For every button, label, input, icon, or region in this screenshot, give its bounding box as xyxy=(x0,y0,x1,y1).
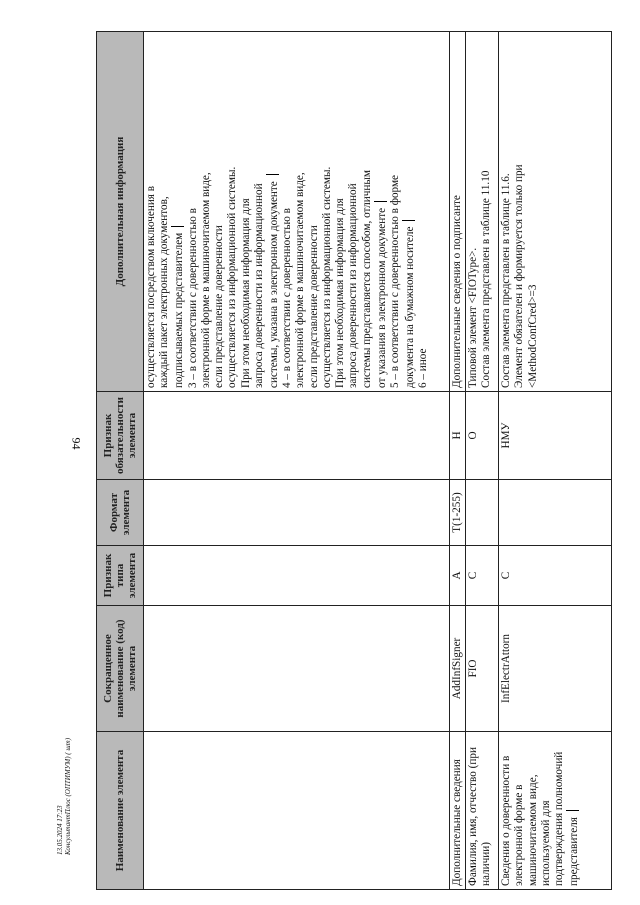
header-info: Дополнительная информация xyxy=(97,32,144,392)
table-header-row xyxy=(97,32,144,890)
info-line: электронной форме в машиночитаемом виде, xyxy=(199,172,212,388)
table-row xyxy=(499,32,612,890)
cell-format xyxy=(499,480,612,546)
info-line: от указания в электронном документе xyxy=(374,35,389,388)
cell-code: AddInfSigner xyxy=(450,606,466,732)
header-required: Признак обязательности элемента xyxy=(97,392,144,480)
table-row-continuation xyxy=(144,32,450,890)
cell-info: Дополнительные сведения о подписанте xyxy=(450,32,466,392)
info-line: Типовой элемент <FIOType>. xyxy=(467,247,480,388)
cell-required xyxy=(144,392,450,480)
cell-format xyxy=(144,480,450,546)
cell-type: A xyxy=(450,546,466,606)
info-line: если представление доверенности xyxy=(213,225,226,388)
info-line: запроса доверенности из информационной xyxy=(347,183,360,388)
header-type: Признак типа элемента xyxy=(97,546,144,606)
cell-name: Дополнительные сведения xyxy=(450,732,466,890)
info-line: Состав элемента представлен в таблице 11.10 xyxy=(480,170,493,388)
cell-code xyxy=(144,606,450,732)
info-line: При этом необходимая информация для xyxy=(239,198,252,388)
info-line: осуществляется из информационной системы. xyxy=(320,166,333,388)
footer-stamp xyxy=(56,695,72,855)
info-line: При этом необходимая информация для xyxy=(334,198,347,388)
footer-source: КонсультантПлюс (ОПТИМУМ) ( шт) xyxy=(64,737,73,855)
rotated-table-wrapper xyxy=(96,32,612,890)
elements-table xyxy=(96,31,612,890)
info-line: если представление доверенности xyxy=(307,225,320,388)
info-line: системы, указана в электронном документе xyxy=(266,35,281,388)
cell-required: Н xyxy=(450,392,466,480)
info-line: 5 – в соответствии с доверенностью в форме xyxy=(388,174,401,388)
cell-code: InfElectrAttorn xyxy=(499,606,612,732)
info-line: подписываемых представителем xyxy=(171,35,186,388)
cell-code: FIO xyxy=(466,606,499,732)
cell-format xyxy=(466,480,499,546)
info-line: документа на бумажном носителе xyxy=(402,35,417,388)
cell-name: Фамилия, имя, отчество (при наличии) xyxy=(466,732,499,890)
footer-date: 13.05.2024 17:23 xyxy=(56,805,64,855)
info-line: системы представляется способом, отличным xyxy=(360,170,373,388)
cell-required: О xyxy=(466,392,499,480)
cell-type: С xyxy=(466,546,499,606)
table-row xyxy=(450,32,466,890)
header-code: Сокращенное наименование (код) элемента xyxy=(97,606,144,732)
info-line: осуществляется посредством включения в xyxy=(145,185,157,388)
header-format: Формат элемента xyxy=(97,480,144,546)
info-line: 4 – в соответствии с доверенностью в xyxy=(281,208,294,388)
cell-type: С xyxy=(499,546,612,606)
header-name: Наименование элемента xyxy=(97,732,144,890)
info-line: каждый пакет электронных документов, xyxy=(158,196,171,388)
cell-info xyxy=(499,32,612,392)
info-line: 3 – в соответствии с доверенностью в xyxy=(186,208,199,388)
cell-info xyxy=(144,32,450,392)
cell-type xyxy=(144,546,450,606)
info-line: запроса доверенности из информационной xyxy=(252,183,265,388)
cell-format: T(1-255) xyxy=(450,480,466,546)
info-line: электронной форме в машиночитаемом виде, xyxy=(294,172,307,388)
info-line: осуществляется из информационной системы. xyxy=(226,166,239,388)
cell-name: Сведения о доверенности в электронной форме в машиночитаемом виде, используемой для подтверждения полномочий представителя xyxy=(499,732,612,890)
info-line: <MethodConfCred>=3 xyxy=(526,284,539,388)
info-line: Состав элемента представлен в таблице 11.6. xyxy=(500,173,513,388)
cell-info xyxy=(466,32,499,392)
info-line: 6 – иное xyxy=(417,348,430,388)
table-row xyxy=(466,32,499,890)
page-number: 94 xyxy=(69,437,84,450)
cell-required: НМУ xyxy=(499,392,612,480)
info-line: Элемент обязателен и формируется только при xyxy=(513,164,526,388)
cell-name xyxy=(144,732,450,890)
